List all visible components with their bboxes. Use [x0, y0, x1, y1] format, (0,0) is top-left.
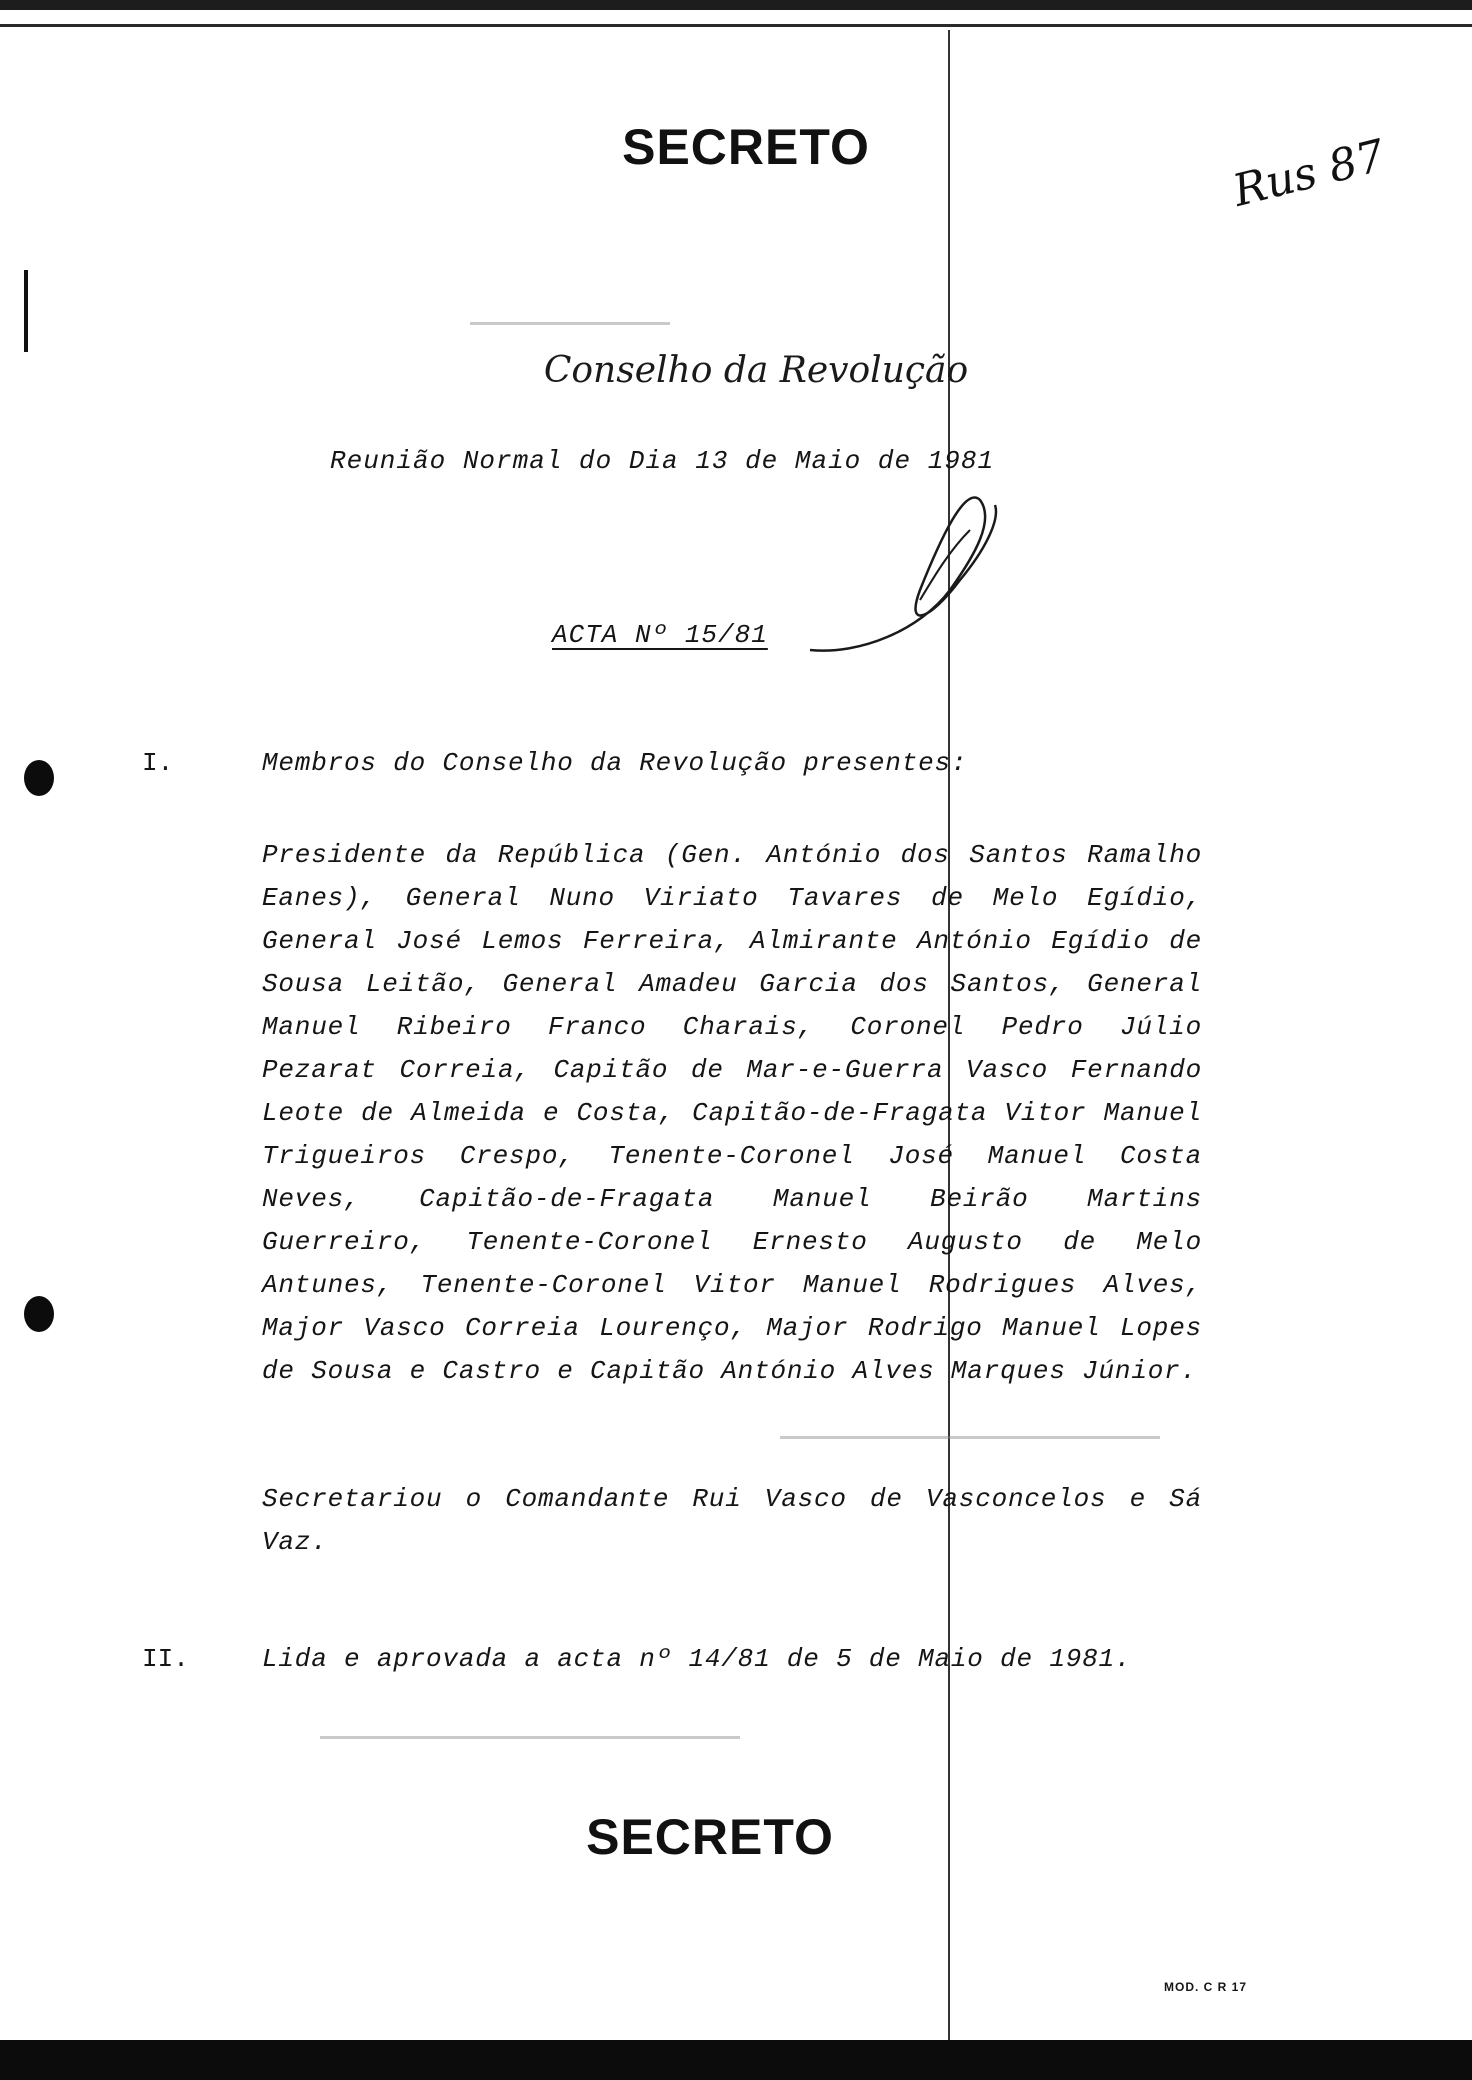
scan-smudge: [320, 1736, 740, 1739]
institution-title: Conselho da Revolução: [543, 350, 969, 391]
scan-bottom-edge: [0, 2040, 1472, 2080]
punch-hole: [24, 1296, 54, 1332]
form-code: MOD. C R 17: [1164, 1980, 1248, 1994]
acta-number: ACTA Nº 15/81: [552, 620, 768, 650]
signature-scribble: [800, 480, 1020, 660]
section-number: II.: [142, 1644, 189, 1674]
scan-top-rule: [0, 24, 1472, 27]
scan-smudge: [780, 1436, 1160, 1439]
secretary-paragraph: Secretariou o Comandante Rui Vasco de Vasconcelos e Sá Vaz.: [262, 1484, 1202, 1557]
section-number: I.: [142, 748, 174, 778]
scan-smudge: [470, 322, 670, 325]
scan-top-edge: [0, 0, 1472, 10]
approval-paragraph: Lida e aprovada a acta nº 14/81 de 5 de Maio de 1981.: [262, 1644, 1132, 1674]
handwritten-note: Rus 87: [1228, 130, 1390, 217]
members-paragraph: Presidente da República (Gen. António dos Santos Ramalho Eanes), General Nuno Viriato Tavares de Melo Egídio, General José Lemos Ferreira, Almirante António Egídio de Sousa Leitão, General Amadeu Garcia dos Santos, General Manuel Ribeiro Franco Charais, Coronel Pedro Júlio Pezarat Correia, Capitão de Mar-e-Guerra Vasco Fernando Leote de Almeida e Costa, Capitão-de-Fragata Vitor Manuel Trigueiros Crespo, Tenente-Coronel José Manuel Costa Neves, Capitão-de-Fragata Manuel Beirão Martins Guerreiro, Tenente-Coronel Ernesto Augusto de Melo Antunes, Tenente-Coronel Vitor Manuel Rodrigues Alves, Major Vasco Correia Lourenço, Major Rodrigo Manuel Lopes de Sousa e Castro e Capitão António Alves Marques Júnior.: [262, 840, 1202, 1386]
meeting-date-line: Reunião Normal do Dia 13 de Maio de 1981: [330, 446, 995, 476]
classification-footer: SECRETO: [586, 1809, 834, 1865]
margin-mark: [24, 270, 28, 352]
classification-header: SECRETO: [622, 119, 870, 175]
section-heading: Membros do Conselho da Revolução presentes:: [262, 748, 968, 778]
punch-hole: [24, 760, 54, 796]
